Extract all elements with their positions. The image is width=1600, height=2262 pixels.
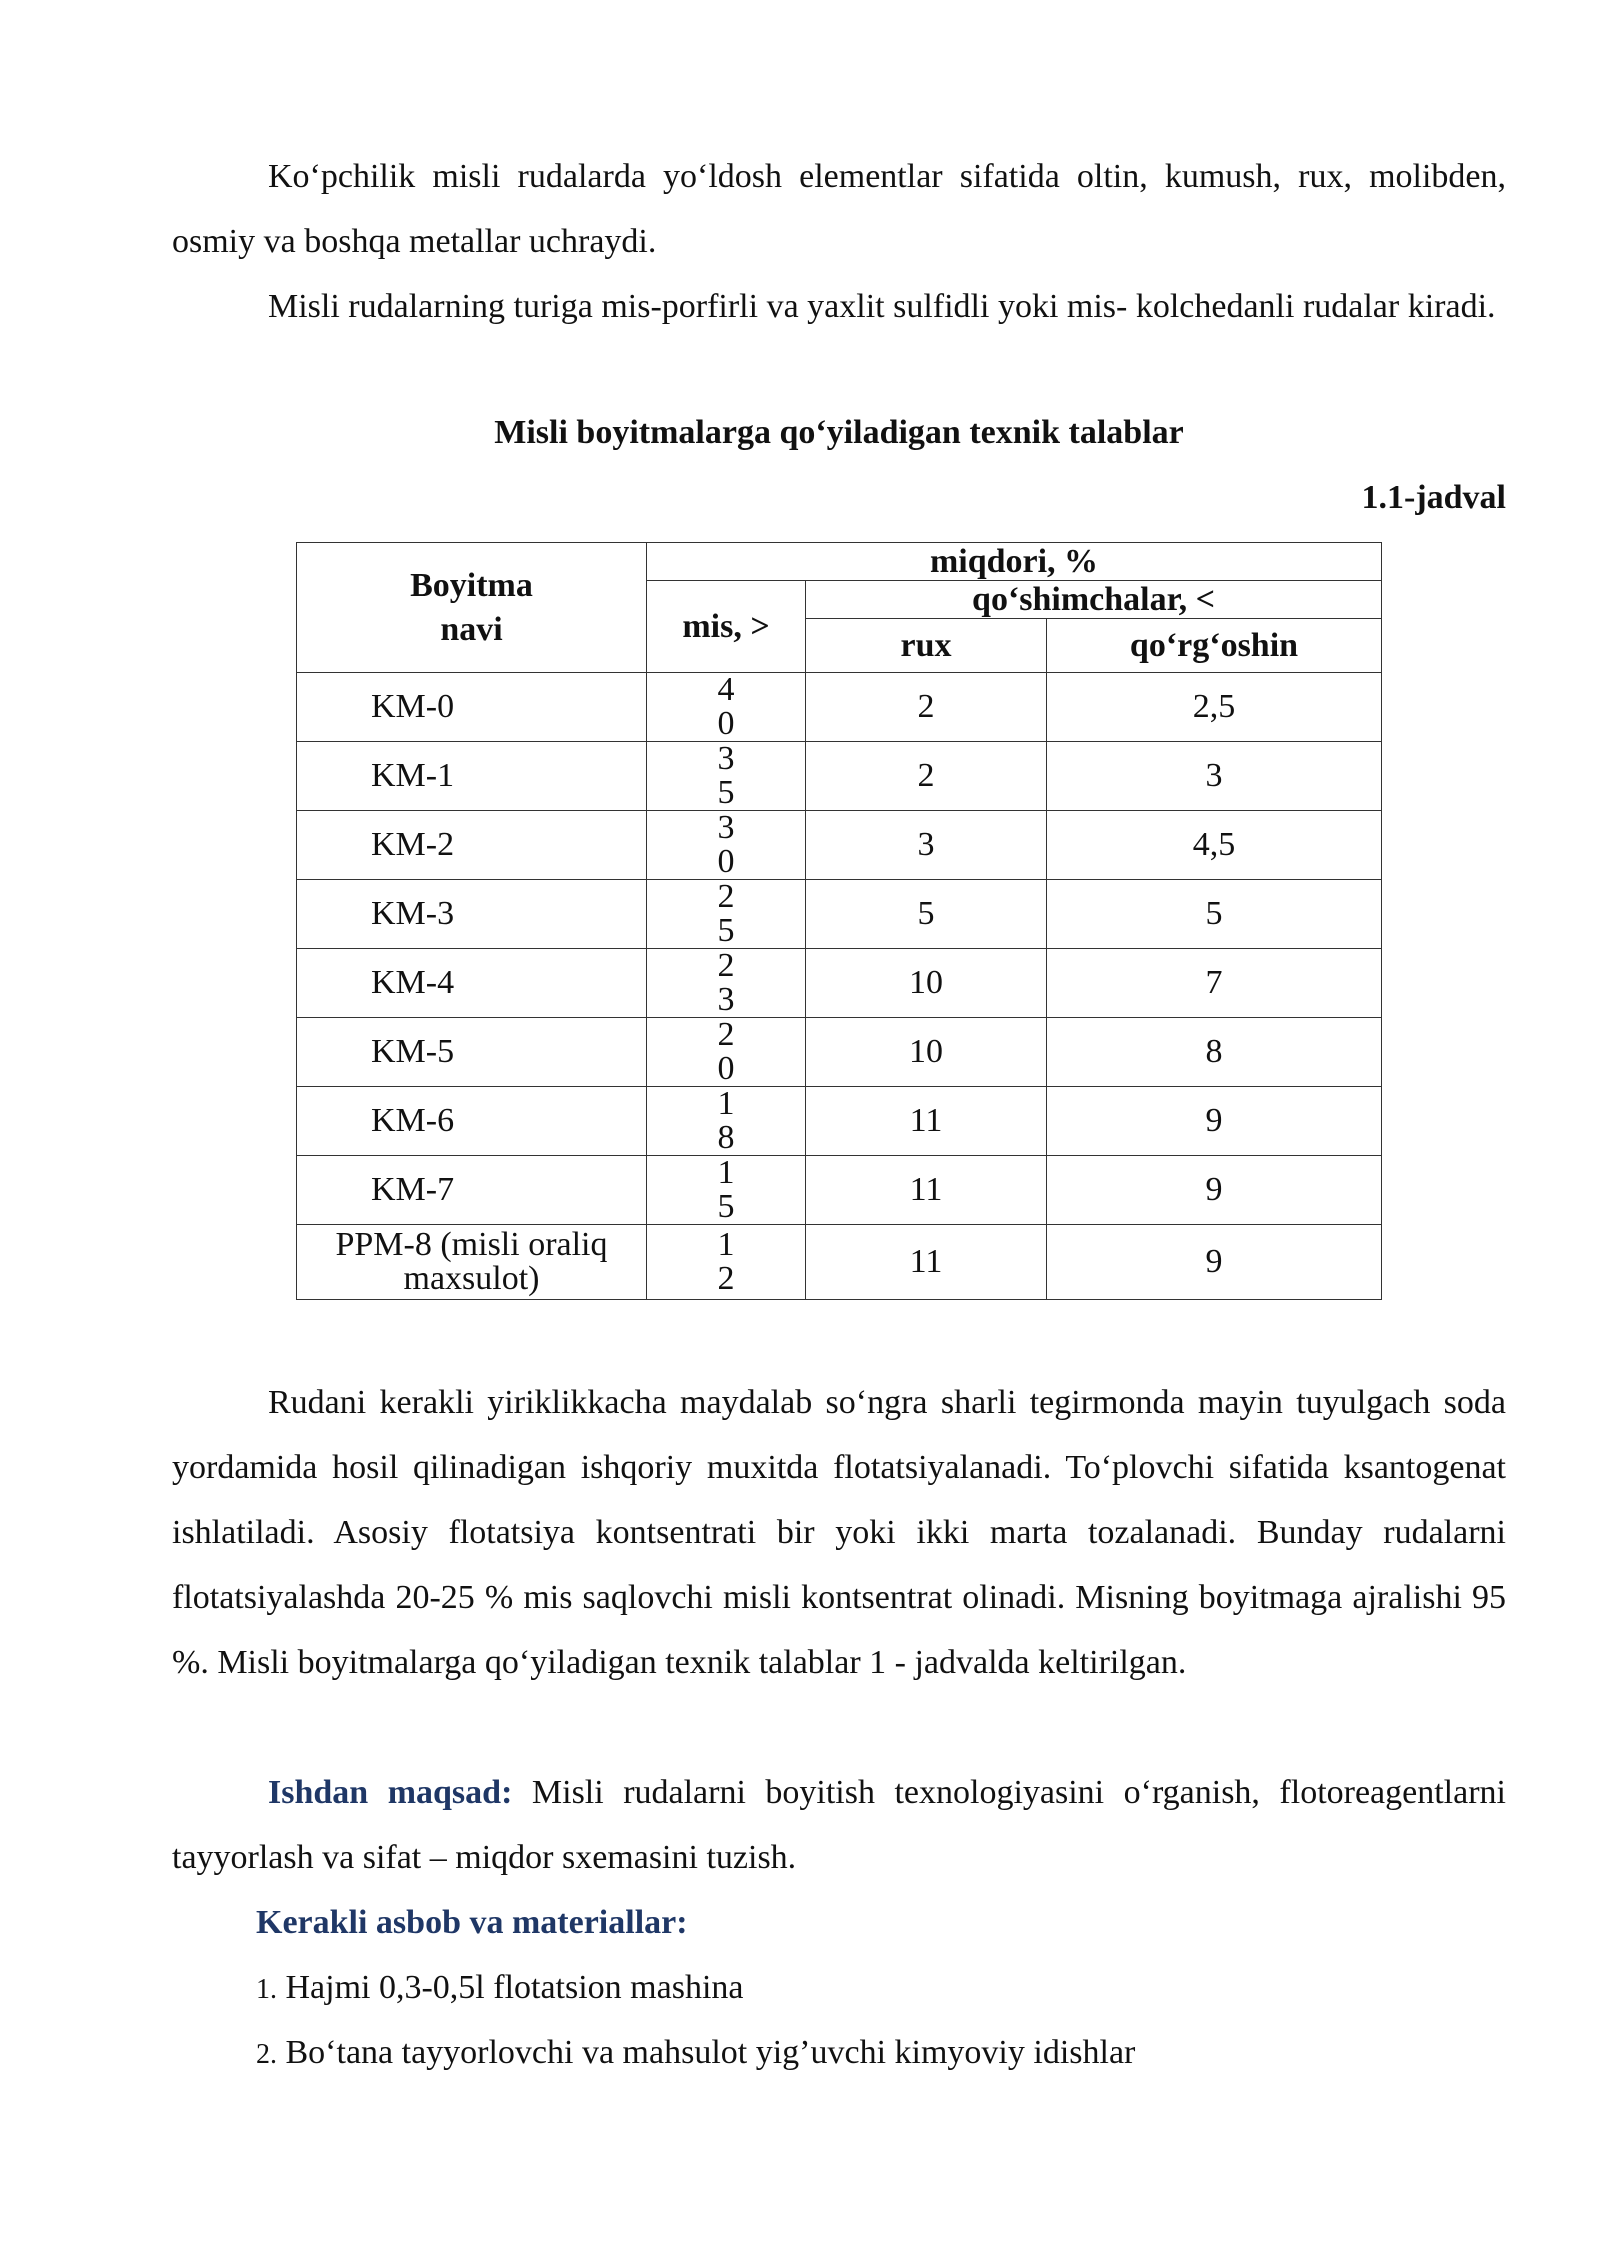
table-row — [297, 880, 1382, 949]
cell-grade: KM-6 — [297, 1087, 647, 1156]
cell-qorgoshin: 9 — [1047, 1156, 1382, 1225]
list-text: Bo‘tana tayyorlovchi va mahsulot yig’uvchi kimyoviy idishlar — [285, 2034, 1136, 2071]
cell-qorgoshin: 9 — [1047, 1225, 1382, 1300]
cell-rux: 5 — [806, 880, 1047, 949]
cell-grade — [297, 1225, 647, 1300]
cell-mis — [647, 742, 806, 811]
header-mis: mis, > — [647, 581, 806, 673]
mis-digit: 2 — [717, 947, 735, 984]
cell-qorgoshin: 5 — [1047, 880, 1382, 949]
mis-digit: 3 — [717, 981, 735, 1018]
table-title: Misli boyitmalarga qo‘yiladigan texnik talablar — [494, 414, 1184, 451]
cell-mis — [647, 949, 806, 1018]
mis-digit: 1 — [717, 1085, 735, 1122]
cell-grade: KM-7 — [297, 1156, 647, 1225]
mis-digit: 2 — [717, 878, 735, 915]
paragraph-process: Rudani kerakli yiriklikkacha maydalab so‘ngra sharli tegirmonda mayin tuyulgach soda yordamida hosil qilinadigan ishqoriy muxitda flotatsiyalanadi. To‘plovchi sifatida ksantogenat ishlatiladi. Asosiy flotatsiya kontsentrati bir yoki ikki marta tozalanadi. Bunday rudalarni flotatsiyalashda 20-25 % mis saqlovchi misli kontsentrat olinadi. Misning boyitmaga ajralishi 95 %. Misli boyitmalarga qo‘yiladigan texnik talablar 1 - jadvalda keltirilgan. — [172, 1384, 1506, 1681]
cell-grade: KM-3 — [297, 880, 647, 949]
header-grade — [297, 543, 647, 673]
cell-mis — [647, 1225, 806, 1300]
cell-rux: 11 — [806, 1225, 1047, 1300]
grade-line: PPM-8 (misli oraliq — [335, 1226, 608, 1263]
mis-digit: 0 — [717, 843, 735, 880]
mis-digit: 5 — [717, 1188, 735, 1225]
paragraph-goal — [172, 1760, 1506, 1890]
cell-mis — [647, 1087, 806, 1156]
paragraph-intro: Ko‘pchilik misli rudalarda yo‘ldosh elementlar sifatida oltin, kumush, rux, molibden, osmiy va boshqa metallar uchraydi. — [172, 158, 1506, 260]
grade-line: maxsulot) — [403, 1260, 540, 1297]
list-number: 1. — [256, 1974, 277, 2005]
cell-rux: 3 — [806, 811, 1047, 880]
header-additives: qo‘shimchalar, < — [806, 581, 1382, 619]
table-number: 1.1-jadval — [1361, 479, 1506, 516]
table-row — [297, 1018, 1382, 1087]
table-row — [297, 949, 1382, 1018]
list-item — [256, 2020, 1135, 2087]
cell-grade: KM-0 — [297, 673, 647, 742]
cell-grade: KM-1 — [297, 742, 647, 811]
mis-digit: 2 — [717, 1016, 735, 1053]
header-content: miqdori, % — [647, 543, 1382, 581]
mis-digit: 3 — [717, 809, 735, 846]
cell-rux: 2 — [806, 742, 1047, 811]
mis-digit: 1 — [717, 1226, 735, 1263]
cell-qorgoshin: 7 — [1047, 949, 1382, 1018]
cell-grade: KM-2 — [297, 811, 647, 880]
cell-rux: 11 — [806, 1087, 1047, 1156]
header-grade-label: Boyitma navi — [410, 566, 533, 648]
list-text: Hajmi 0,3-0,5l flotatsion mashina — [285, 1969, 744, 2006]
cell-rux: 10 — [806, 949, 1047, 1018]
table-row — [297, 673, 1382, 742]
table-row — [297, 742, 1382, 811]
cell-qorgoshin: 9 — [1047, 1087, 1382, 1156]
paragraph-ore-types: Misli rudalarning turiga mis-porfirli va yaxlit sulfidli yoki mis- kolchedanli rudalar kiradi. — [268, 288, 1496, 325]
cell-grade: KM-4 — [297, 949, 647, 1018]
cell-mis — [647, 880, 806, 949]
mis-digit: 8 — [717, 1119, 735, 1156]
mis-digit: 0 — [717, 1050, 735, 1087]
cell-mis — [647, 1018, 806, 1087]
table-row — [297, 811, 1382, 880]
cell-mis — [647, 811, 806, 880]
header-rux: rux — [806, 619, 1047, 673]
cell-rux: 10 — [806, 1018, 1047, 1087]
cell-mis — [647, 1156, 806, 1225]
cell-rux: 11 — [806, 1156, 1047, 1225]
table-row — [297, 1087, 1382, 1156]
mis-digit: 1 — [717, 1154, 735, 1191]
cell-mis — [647, 673, 806, 742]
mis-digit: 4 — [717, 671, 735, 708]
cell-qorgoshin: 3 — [1047, 742, 1382, 811]
cell-rux: 2 — [806, 673, 1047, 742]
cell-grade: KM-5 — [297, 1018, 647, 1087]
list-number: 2. — [256, 2039, 277, 2070]
mis-digit: 5 — [717, 912, 735, 949]
materials-heading: Kerakli asbob va materiallar: — [256, 1904, 688, 1941]
mis-digit: 3 — [717, 740, 735, 777]
table-row — [297, 1225, 1382, 1300]
goal-text: Misli rudalarni boyitish texnologiyasini o‘rganish, flotoreagentlarni tayyorlash va sifat – miqdor sxemasini tuzish. — [172, 1774, 1506, 1876]
requirements-table — [296, 542, 1382, 1300]
cell-qorgoshin: 4,5 — [1047, 811, 1382, 880]
mis-digit: 0 — [717, 705, 735, 742]
table-row — [297, 1156, 1382, 1225]
mis-digit: 2 — [717, 1260, 735, 1297]
list-item — [256, 1955, 744, 2022]
cell-qorgoshin: 8 — [1047, 1018, 1382, 1087]
mis-digit: 5 — [717, 774, 735, 811]
header-qorgoshin: qo‘rg‘oshin — [1047, 619, 1382, 673]
cell-qorgoshin: 2,5 — [1047, 673, 1382, 742]
goal-label: Ishdan maqsad: — [268, 1774, 513, 1811]
